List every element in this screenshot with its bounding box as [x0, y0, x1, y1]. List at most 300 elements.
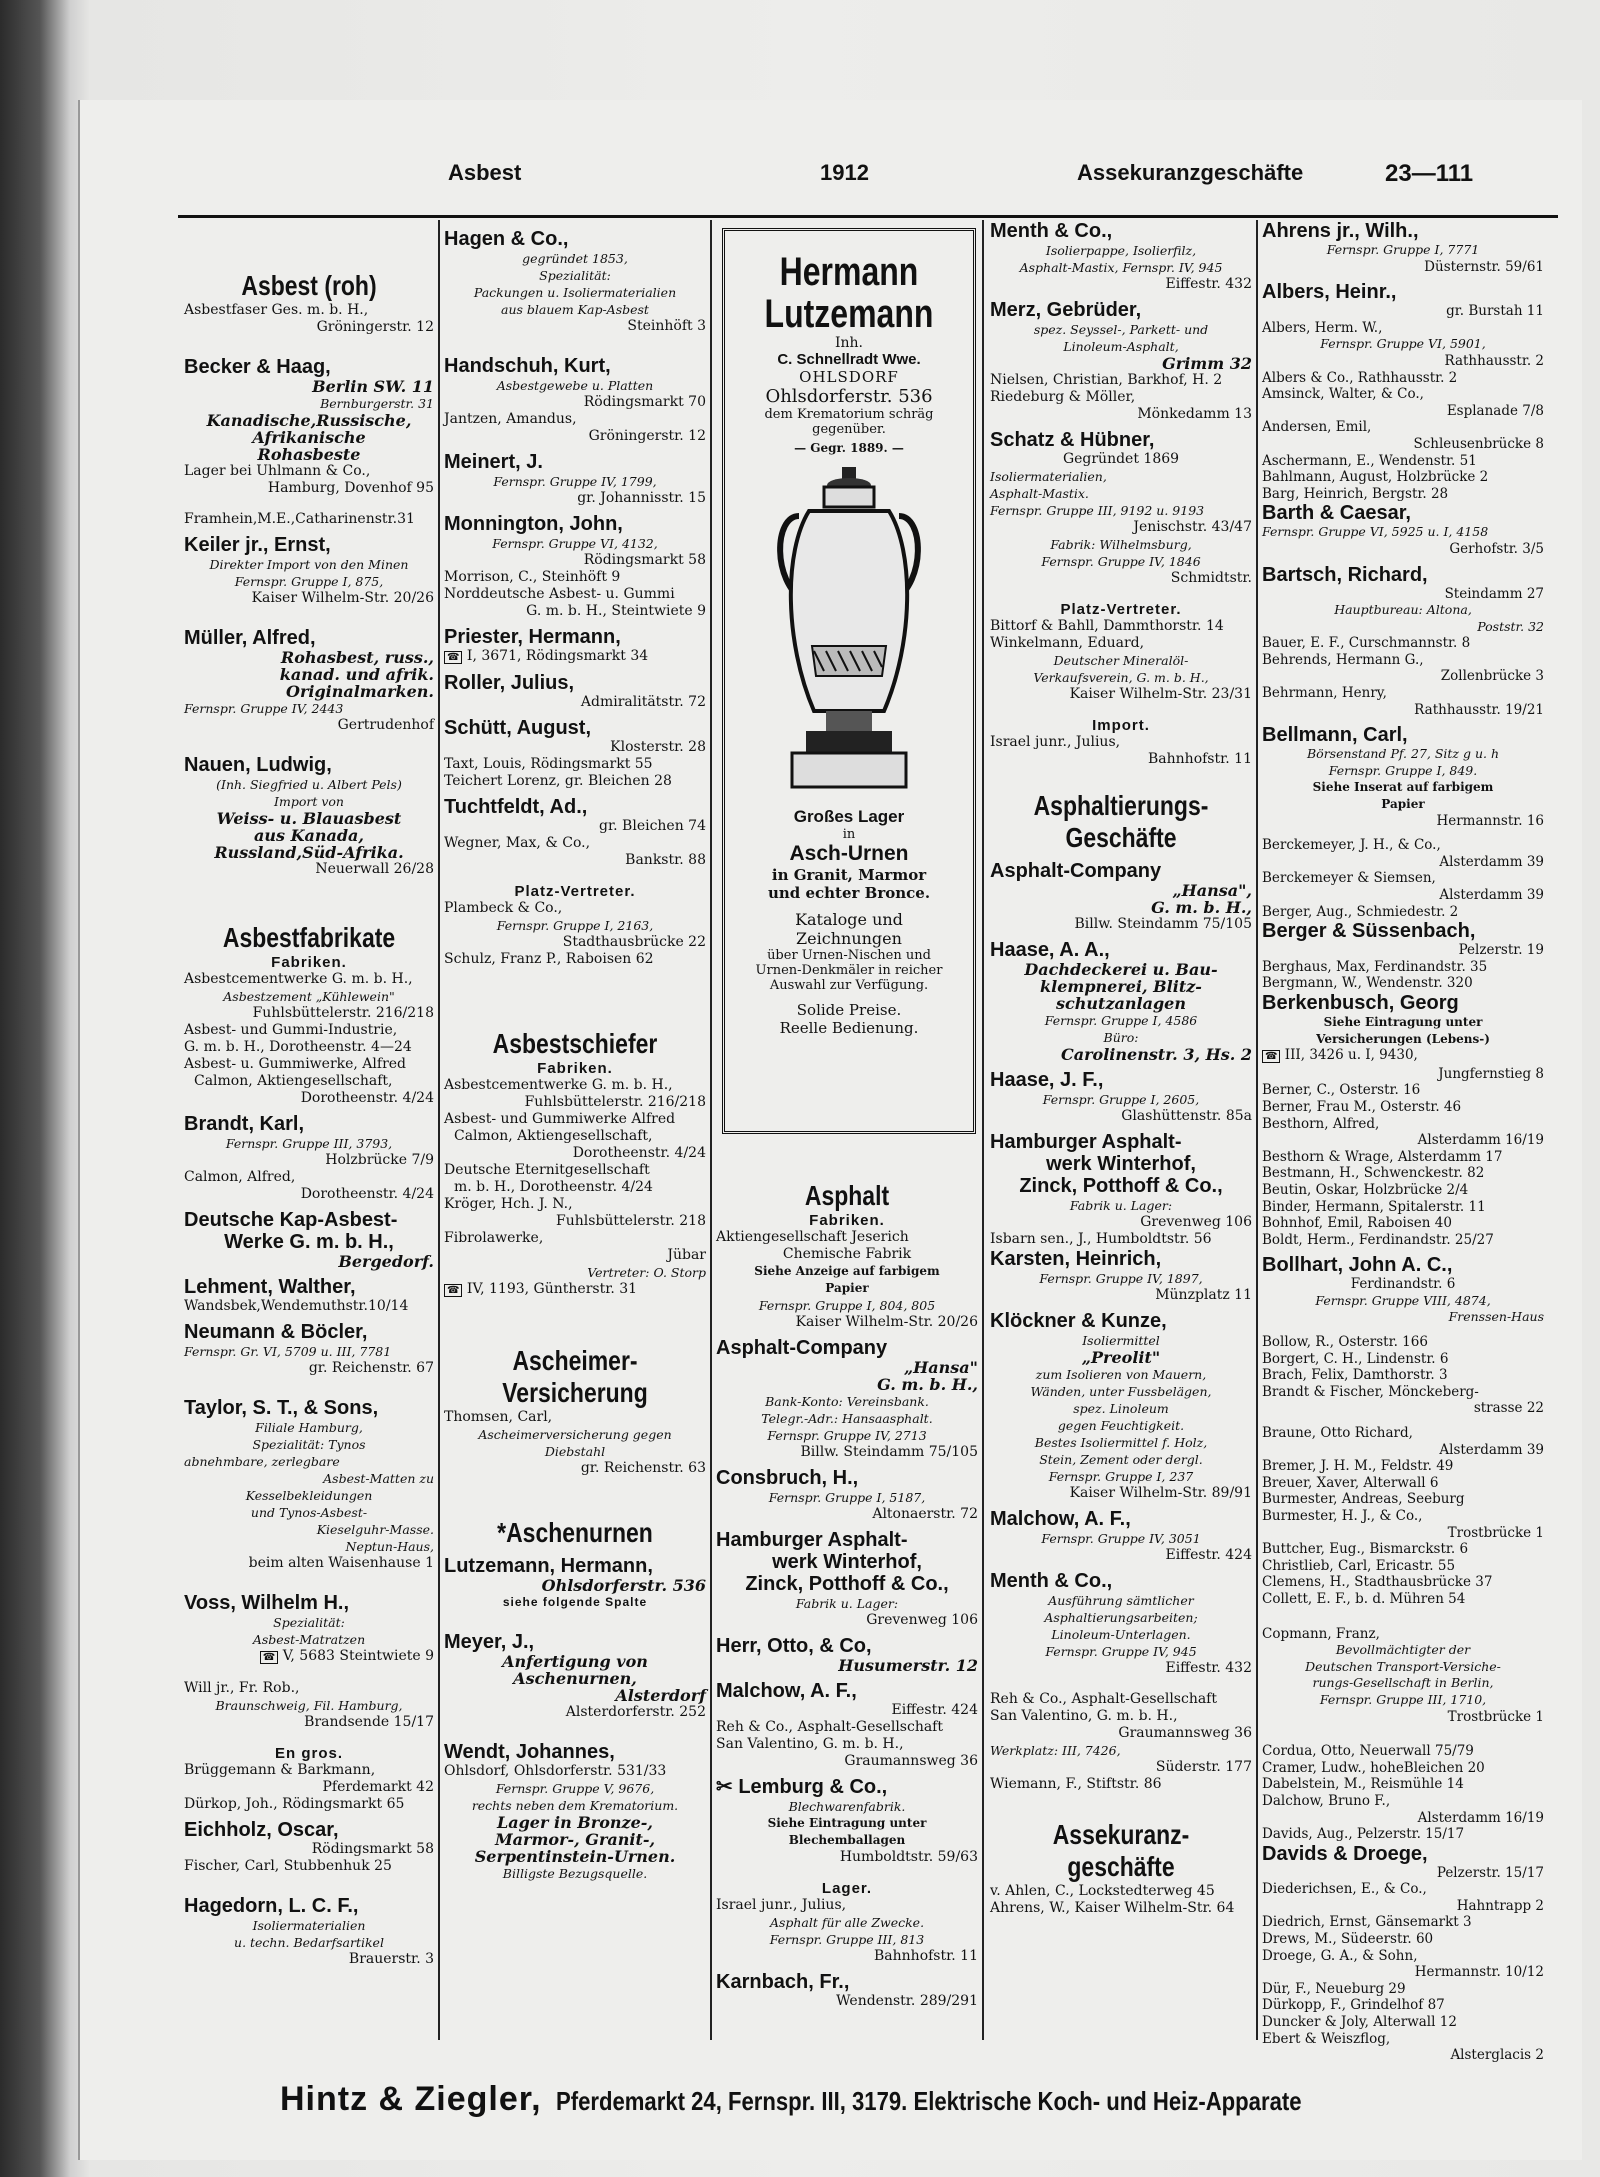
entry-line: Gegründet 1869 [1062, 451, 1180, 467]
entry-line: Blechemballagen [788, 1833, 906, 1847]
entry-line: Grimm 32 [1162, 354, 1252, 373]
entry-line: Holzbrücke 7/9 [325, 1152, 434, 1168]
entry-line: Fernspr. Gruppe V, 9676, [495, 1781, 655, 1796]
entry-line: gr. Johannisstr. 15 [577, 490, 706, 506]
entry-line: Rohasbest, russ., [280, 648, 434, 667]
entry-line: Fernspr. Gruppe IV, 3051 [1041, 1531, 1201, 1546]
entry-line: Billw. Steindamm 75/105 [800, 1444, 978, 1460]
ad-line: C. Schnellradt Wwe. [777, 351, 921, 368]
entry-line: Jungfernstieg 8 [1438, 1065, 1544, 1082]
entry-line: Bevollmächtigter der [1335, 1642, 1471, 1658]
entry-line: Teichert Lorenz, gr. Bleichen 28 [444, 773, 672, 789]
entry-line: Eiffestr. 432 [1165, 276, 1252, 292]
entry-name: Müller, Alfred, [184, 627, 316, 649]
entry-line: Davids, Aug., Pelzerstr. 15/17 [1262, 1826, 1465, 1843]
entry-line: Kaiser Wilhelm-Str. 20/26 [795, 1314, 978, 1330]
entry-line: Verkaufsverein, G. m. b. H., [1033, 670, 1209, 685]
entry-line: Dürkop, Joh., Rödingsmarkt 65 [184, 1796, 405, 1812]
entry-line: Wendenstr. 289/291 [836, 1993, 978, 2009]
entry-name: Handschuh, Kurt, [444, 355, 611, 377]
entry-line: Diebstahl [544, 1444, 606, 1459]
entry-line: Burmester, Andreas, Seeburg [1262, 1491, 1465, 1508]
header-year: 1912 [820, 160, 869, 185]
header-right: Assekuranzgeschäfte [1077, 160, 1304, 185]
entry-line: Gerhofstr. 3/5 [1449, 540, 1544, 557]
entry-name: Bollhart, John A. C., [1262, 1254, 1453, 1277]
section-heading: Asphaltierungs- Geschäfte [1033, 790, 1209, 853]
entry-line: kanad. und afrik. [279, 665, 434, 684]
entry-line: Steindamm 27 [1444, 585, 1544, 602]
entry-line: Fernspr. Gruppe IV, 945 [1045, 1644, 1197, 1659]
entry-line: Andersen, Emil, [1262, 419, 1372, 436]
entry-line: Pferdemarkt 42 [322, 1779, 434, 1795]
entry-line: Christlieb, Carl, Ericastr. 55 [1262, 1557, 1456, 1574]
ad-line: in [842, 827, 856, 842]
entry-line: Kaiser Wilhelm-Str. 23/31 [1069, 686, 1252, 702]
entry-line: Dorotheenstr. 4/24 [572, 1145, 706, 1161]
header-rule [178, 215, 1558, 218]
entry-line-text: V, 5683 Steintwiete 9 [282, 1648, 434, 1664]
entry-line: Fernspr. Gruppe III, 813 [769, 1932, 925, 1947]
entry-line: Fernspr. Gruppe I, 5187, [768, 1490, 926, 1505]
entry-line: Rödingsmarkt 70 [583, 394, 706, 410]
entry-name: Werke G. m. b. H., [224, 1231, 394, 1253]
entry-name: Meyer, J., [444, 1631, 535, 1653]
entry-line: Bahlmann, August, Holzbrücke 2 [1262, 469, 1489, 486]
entry-line: Thomsen, Carl, [444, 1409, 553, 1425]
entry-line: Siehe Eintragung unter [1323, 1014, 1483, 1029]
entry-line: Ascheimerversicherung gegen [478, 1427, 672, 1442]
entry-line: Winkelmann, Eduard, [990, 635, 1145, 651]
entry-name: Karnbach, Fr., [716, 1971, 850, 1993]
entry-line: Besthorn, Alfred, [1262, 1115, 1380, 1132]
entry-line: Riedeburg & Möller, [990, 389, 1136, 405]
entry-line: Alsterdamm 16/19 [1417, 1132, 1544, 1149]
section-heading: Assekuranz- geschäfte [1052, 1819, 1190, 1882]
ad-line: Reelle Bedienung. [779, 1019, 919, 1037]
entry-line: Direkter Import von den Minen [209, 557, 409, 572]
entry-line: Schleusenbrücke 8 [1413, 435, 1544, 452]
entry-line: Albers, Herm. W., [1262, 319, 1383, 336]
entry-line: Framhein,M.E.,Catharinenstr.31 [184, 511, 415, 527]
ad-line: OHLSDORF [799, 368, 899, 386]
entry-line: m. b. H., Dorotheenstr. 4/24 [454, 1179, 653, 1195]
entry-name: Bellmann, Carl, [1262, 724, 1408, 747]
entry-line: Alsterdamm 16/19 [1417, 1809, 1544, 1826]
entry-line: Gröningerstr. 12 [588, 428, 706, 444]
entry-line: Bestes Isoliermittel f. Holz, [1034, 1435, 1208, 1450]
ad-line: Zeichnungen [796, 929, 902, 948]
entry-line: Fernspr. Gruppe IV, 2443 [184, 701, 344, 716]
entry-name: Bartsch, Richard, [1262, 563, 1428, 586]
entry-line: Dabelstein, M., Reismühle 14 [1262, 1776, 1464, 1793]
entry-line: spez. Linoleum [1073, 1401, 1169, 1416]
footer-text: Pferdemarkt 24, Fernspr. III, 3179. Elektrische Koch- und Heiz-Apparate [556, 2086, 1302, 2116]
entry-line: Carolinenstr. 3, Hs. 2 [1061, 1045, 1252, 1064]
entry-line: Brandsende 15/17 [304, 1714, 434, 1730]
entry-name: Malchow, A. F., [716, 1680, 857, 1702]
entry-name: Malchow, A. F., [990, 1508, 1131, 1530]
ad-line: Urnen-Denkmäler in reicher [755, 963, 943, 978]
entry-name: Hagen & Co., [444, 228, 569, 250]
telephone-icon: ☎ [260, 1651, 278, 1664]
entry-line: San Valentino, G. m. b. H., [990, 1708, 1178, 1724]
entry-line-text: IV, 1193, Güntherstr. 31 [466, 1281, 638, 1297]
entry-line: Brach, Felix, Damthorstr. 3 [1262, 1367, 1448, 1384]
entry-line: Asphalt-Mastix. [990, 486, 1089, 501]
ad-line: Asch-Urnen [789, 842, 909, 865]
entry-line: Amsinck, Walter, & Co., [1262, 386, 1424, 403]
entry-line: Versicherungen (Lebens-) [1316, 1031, 1490, 1046]
entry-line: Rohasbeste [257, 445, 361, 464]
entry-name: Karsten, Heinrich, [990, 1248, 1162, 1270]
entry-line: Papier [1381, 797, 1425, 812]
entry-line: Münzplatz 11 [1155, 1287, 1252, 1303]
entry-line: schutzanlagen [1056, 994, 1186, 1013]
entry-name: Hamburger Asphalt- [990, 1131, 1182, 1153]
entry-line: Rödingsmarkt 58 [311, 1841, 434, 1857]
column-4 [990, 220, 1252, 2040]
entry-line: Plambeck & Co., [444, 900, 563, 916]
entry-line: Alsterdorferstr. 252 [565, 1704, 706, 1720]
entry-line: Jantzen, Amandus, [444, 411, 577, 427]
entry-line: Asbest-Matratzen [252, 1632, 366, 1647]
entry-line: Import von [274, 794, 344, 809]
entry-line: Fernspr. Gruppe IV, 1897, [1039, 1271, 1203, 1286]
entry-line: Dür, F., Neueburg 29 [1262, 1980, 1406, 1997]
entry-line: Calmon, Aktiengesellschaft, [454, 1128, 653, 1144]
ad-line: Ohlsdorferstr. 536 [765, 386, 933, 407]
entry-line: Packungen u. Isoliermaterialien [473, 285, 677, 300]
entry-line: Bahnhofstr. 11 [1148, 751, 1252, 767]
column-divider [982, 220, 984, 2040]
ad-line: Inh. [834, 335, 863, 351]
entry-line: Kaiser Wilhelm-Str. 20/26 [251, 590, 434, 606]
entry-line: Boldt, Herm., Ferdinandstr. 25/27 [1262, 1231, 1494, 1248]
entry-line: Alsterdamm 39 [1439, 853, 1544, 870]
entry-line: Kesselbekleidungen [245, 1488, 373, 1503]
entry-line: Linoleum-Asphalt, [1063, 339, 1179, 354]
entry-line: Asphaltierungsarbeiten; [1044, 1610, 1198, 1625]
entry-line: Grevenweg 106 [866, 1612, 978, 1628]
entry-line: Asbest-Matten zu [323, 1471, 434, 1486]
entry-line: Stadthausbrücke 22 [562, 934, 706, 950]
entry-line: G. m. b. H., Steintwiete 9 [526, 603, 706, 619]
subheading: Platz-Vertreter. [1060, 601, 1182, 618]
entry-line: gr. Bleichen 74 [599, 818, 706, 834]
entry-line: Morrison, C., Steinhöft 9 [444, 569, 621, 585]
ad-name-last: Lutzemann [764, 292, 934, 336]
entry-line: Billigste Bezugsquelle. [502, 1866, 648, 1881]
entry-line: Fabrik u. Lager: [795, 1596, 899, 1611]
entry-line: Mönkedamm 13 [1137, 406, 1252, 422]
ad-line: über Urnen-Nischen und [767, 948, 931, 963]
entry-line: Fernspr. Gruppe I, 875, [234, 574, 384, 589]
entry-line: Jenischstr. 43/47 [1133, 519, 1252, 535]
entry-line: Hamburg, Dovenhof 95 [267, 480, 434, 496]
entry-line: Burmester, H. J., & Co., [1262, 1508, 1423, 1524]
section-heading: Asbestschiefer [492, 1028, 658, 1059]
entry-line: Asbestcementwerke G. m. b. H., [184, 971, 413, 987]
entry-line: Alsterdamm 39 [1439, 1441, 1544, 1458]
column-1 [184, 220, 434, 2040]
entry-line: Wänden, unter Fussbelägen, [1030, 1384, 1212, 1399]
entry-line: Dorotheenstr. 4/24 [300, 1186, 434, 1202]
entry-line: Billw. Steindamm 75/105 [1074, 916, 1252, 932]
entry-line: Dalchow, Bruno F., [1262, 1792, 1391, 1809]
entry-line: Isoliermaterialien, [990, 469, 1107, 484]
entry-name: Berkenbusch, Georg [1262, 991, 1459, 1014]
entry-line: Chemische Fabrik [782, 1246, 912, 1262]
entry-line: abnehmbare, zerlegbare [184, 1454, 340, 1469]
entry-line: Siehe Eintragung unter [767, 1816, 927, 1830]
entry-name: Haase, A. A., [990, 939, 1110, 961]
entry-line: Kröger, Hch. J. N., [444, 1196, 573, 1212]
entry-name: Menth & Co., [990, 220, 1113, 242]
entry-line: Trostbrücke 1 [1447, 1524, 1544, 1541]
column-divider [438, 220, 440, 2040]
entry-name: Haase, J. F., [990, 1069, 1104, 1091]
entry-line: Kanadische,Russische, [206, 411, 412, 430]
entry-line: Grevenweg 106 [1140, 1214, 1252, 1230]
entry-line: Drews, M., Südeerstr. 60 [1262, 1931, 1434, 1948]
entry-line: Aschenurnen, [513, 1669, 637, 1688]
urn-illustration [764, 461, 934, 801]
ad-line: — Gegr. 1889. — [794, 441, 904, 455]
entry-line: Aschermann, E., Wendenstr. 51 [1262, 452, 1477, 469]
entry-line: „Preolit" [1081, 1348, 1161, 1367]
entry-line: Fernspr. Gruppe I, 237 [1048, 1469, 1194, 1484]
entry-line: Berckemeyer & Siemsen, [1262, 870, 1436, 887]
entry-name: Merz, Gebrüder, [990, 299, 1142, 321]
entry-name: Schütt, August, [444, 717, 592, 739]
entry-line: Brauerstr. 3 [348, 1951, 434, 1967]
entry-name: werk Winterhof, [1046, 1153, 1196, 1175]
entry-line: Fischer, Carl, Stubbenhuk 25 [184, 1858, 392, 1874]
entry-line: Düsternstr. 59/61 [1424, 258, 1544, 275]
section-heading: Ascheimer- Versicherung [502, 1345, 648, 1408]
entry-line: Bergmann, W., Wendenstr. 320 [1262, 975, 1473, 992]
entry-line: Fernspr. Gruppe III, 9192 u. 9193 [990, 503, 1205, 518]
ad-line: Kataloge und [795, 910, 903, 929]
entry-line: Deutsche Eternitgesellschaft [444, 1162, 650, 1178]
entry-name: Roller, Julius, [444, 672, 575, 694]
entry-name: Davids & Droege, [1262, 1842, 1428, 1865]
entry-line: Diedrich, Ernst, Gänsemarkt 3 [1262, 1914, 1472, 1931]
entry-line: Berner, Frau M., Osterstr. 46 [1262, 1098, 1462, 1115]
entry-line: Deutscher Mineralöl- [1053, 653, 1189, 668]
entry-line: Poststr. 32 [1477, 618, 1544, 634]
entry-line: Eiffestr. 424 [1165, 1547, 1252, 1563]
ad-line: und echter Bronce. [767, 884, 931, 902]
entry-line: Bahnhofstr. 11 [874, 1948, 978, 1964]
entry-name: Lehment, Walther, [184, 1276, 356, 1298]
entry-line: rungs-Gesellschaft in Berlin, [1312, 1675, 1494, 1691]
entry-line: Behrmann, Henry, [1262, 685, 1387, 702]
entry-line: rechts neben dem Krematorium. [471, 1798, 679, 1813]
entry-line: Braunschweig, Fil. Hamburg, [215, 1698, 403, 1713]
entry-line: Spezialität: [273, 1615, 345, 1630]
entry-line: Clemens, H., Stadthausbrücke 37 [1262, 1574, 1493, 1591]
section-heading: *Aschenurnen [497, 1517, 653, 1548]
entry-line: und Tynos-Asbest- [250, 1505, 368, 1520]
entry-line: Büro: [1103, 1030, 1139, 1045]
column-divider [710, 220, 712, 2040]
entry-name: werk Winterhof, [772, 1551, 922, 1573]
entry-line: Fernspr. Gr. VI, 5709 u. III, 7781 [184, 1344, 392, 1359]
subheading: Fabriken. [537, 1060, 613, 1077]
entry-name: Nauen, Ludwig, [184, 754, 332, 776]
entry-line: Fibrolawerke, [444, 1230, 544, 1246]
entry-name: Consbruch, H., [716, 1467, 859, 1489]
entry-line: Borgert, C. H., Lindenstr. 6 [1262, 1350, 1449, 1367]
column-5 [1262, 220, 1544, 2064]
entry-line: Vertreter: O. Storp [587, 1265, 706, 1280]
entry-name: Klöckner & Kunze, [990, 1310, 1167, 1332]
entry-line [444, 1281, 706, 1299]
entry-line: „Hansa", [1172, 881, 1252, 900]
entry-line: Rathhausstr. 2 [1444, 352, 1544, 369]
entry-line: Israel junr., Julius, [990, 734, 1121, 750]
entry-line: Spezialität: [539, 268, 611, 283]
entry-name: Deutsche Kap-Asbest- [184, 1209, 398, 1231]
entry-line: Pelzerstr. 15/17 [1436, 1864, 1544, 1881]
entry-line: zum Isolieren von Mauern, [1035, 1367, 1207, 1382]
entry-line: Hauptbureau: Altona, [1334, 602, 1472, 618]
entry-line: Anfertigung von [502, 1652, 648, 1671]
entry-line: Albers & Co., Rathhausstr. 2 [1262, 369, 1458, 386]
entry-line: Blechwarenfabrik. [788, 1799, 906, 1814]
entry-line: aus blauem Kap-Asbest [501, 302, 649, 317]
ad-name-first: Hermann [779, 250, 919, 294]
entry-line [444, 648, 706, 666]
entry-line: Fuhlsbüttelerstr. 218 [556, 1213, 706, 1229]
entry-line: Fernspr. Gruppe I, 7771 [1326, 242, 1480, 257]
entry-line: Duncker & Joly, Alterwall 12 [1262, 2014, 1457, 2031]
entry-line: Admiralitätstr. 72 [580, 694, 706, 710]
entry-line: G. m. b. H., [1151, 898, 1252, 917]
entry-line: Aktiengesellschaft Jeserich [716, 1229, 909, 1245]
entry-line: Bergedorf. [338, 1252, 434, 1271]
entry-line: Asbestfaser Ges. m. b. H., [184, 302, 369, 318]
entry-line: strasse 22 [1473, 1400, 1544, 1417]
entry-line: Cramer, Ludw., hoheBleichen 20 [1262, 1759, 1485, 1776]
entry-line: gegründet 1853, [522, 251, 628, 266]
entry-line: Bank-Konto: Vereinsbank. [765, 1394, 929, 1409]
entry-line: Kieselguhr-Masse. [316, 1522, 434, 1537]
entry-name: Barth & Caesar, [1262, 502, 1411, 525]
entry-line: Spezialität: Tynos [252, 1437, 366, 1452]
entry-line: Pelzerstr. 19 [1458, 942, 1544, 959]
entry-line: Berner, C., Osterstr. 16 [1262, 1082, 1421, 1099]
entry-line: Fernspr. Gruppe I, 2163, [496, 918, 654, 933]
entry-line: Isoliermaterialien [252, 1918, 366, 1933]
entry-line: Eiffestr. 424 [891, 1702, 978, 1718]
entry-line: Wegner, Max, & Co., [444, 835, 591, 851]
entry-line: gr. Reichenstr. 67 [308, 1360, 434, 1376]
brand-mark-icon: ✂ [716, 1776, 739, 1798]
entry-line: Schmidtstr. [1170, 570, 1252, 586]
entry-name: Lutzemann, Hermann, [444, 1555, 653, 1577]
entry-line: v. Ahlen, C., Lockstedterweg 45 [990, 1883, 1215, 1899]
lutzemann-advertisement [722, 228, 976, 1134]
entry-line: Originalmarken. [286, 682, 434, 701]
entry-line: Deutschen Transport-Versiche- [1305, 1658, 1501, 1674]
section-heading: Asbest (roh) [241, 270, 377, 301]
entry-line: Asphalt-Mastix, Fernspr. IV, 945 [1019, 260, 1223, 275]
entry-line: Brandt & Fischer, Mönckeberg- [1262, 1383, 1479, 1400]
entry-line [1262, 1047, 1544, 1066]
entry-line: u. techn. Bedarfsartikel [234, 1935, 384, 1950]
entry-line: Droege, G. A., & Sohn, [1262, 1947, 1418, 1964]
entry-line: Weiss- u. Blauasbest [216, 809, 402, 828]
entry-line: Husumerstr. 12 [838, 1656, 978, 1675]
entry-line: Ferdinandstr. 6 [1350, 1276, 1456, 1293]
subheading: Fabriken. [271, 954, 347, 971]
entry-name: Zinck, Potthoff & Co., [745, 1573, 949, 1595]
entry-line: Bauer, E. F., Curschmannstr. 8 [1262, 635, 1471, 652]
entry-line: Ebert & Weiszflog, [1262, 2030, 1391, 2047]
entry-line: Fernspr. Gruppe III, 1710, [1319, 1691, 1487, 1707]
entry-line: Berlin SW. 11 [312, 377, 434, 396]
entry-name: Brandt, Karl, [184, 1113, 305, 1135]
entry-line: Bohnhof, Emil, Raboisen 40 [1262, 1215, 1452, 1232]
entry-line: Wiemann, F., Stiftstr. 86 [990, 1776, 1162, 1792]
ad-line: Auswahl zur Verfügung. [769, 978, 929, 993]
entry-line: Fernspr. Gruppe I, 2605, [1042, 1092, 1200, 1107]
entry-line: Calmon, Alfred, [184, 1169, 296, 1185]
column-3 [716, 1150, 978, 2040]
entry-name: Tuchtfeldt, Ad., [444, 796, 588, 818]
entry-line: „Hansa" [903, 1358, 978, 1377]
entry-line: Ohlsdorferstr. 536 [541, 1576, 706, 1595]
subheading: En gros. [274, 1745, 343, 1762]
entry-line: Fernspr. Gruppe IV, 1846 [1041, 554, 1201, 569]
subheading: Import. [1092, 717, 1150, 734]
entry-line: Ahrens, W., Kaiser Wilhelm-Str. 64 [990, 1900, 1235, 1916]
telephone-icon: ☎ [444, 651, 462, 664]
entry-name-text: Lemburg & Co., [738, 1776, 888, 1798]
entry-line: Binder, Hermann, Spitalerstr. 11 [1262, 1198, 1486, 1215]
entry-line: Marmor-, Granit-, [494, 1830, 656, 1849]
entry-line: Neptun-Haus, [345, 1539, 434, 1554]
entry-line: Berckemeyer, J. H., & Co., [1262, 837, 1441, 854]
entry-line: Eiffestr. 432 [1165, 1660, 1252, 1676]
entry-name: Hamburger Asphalt- [716, 1529, 908, 1551]
entry-line: Jübar [667, 1247, 706, 1263]
entry-line: Bremer, J. H. M., Feldstr. 49 [1262, 1458, 1454, 1475]
entry-line: Graumannsweg 36 [1118, 1725, 1252, 1741]
entry-line: Besthorn & Wrage, Alsterdamm 17 [1262, 1148, 1503, 1165]
entry-line: Asbestzement „Kühlewein" [223, 989, 395, 1004]
entry-line-text: I, 3671, Rödingsmarkt 34 [466, 648, 649, 664]
entry-line: Alsterdamm 39 [1439, 887, 1544, 903]
entry-line: Hahntrapp 2 [1456, 1897, 1544, 1914]
entry-line: Afrikanische [252, 428, 366, 447]
entry-line: Reh & Co., Asphalt-Gesellschaft [716, 1719, 943, 1735]
entry-line: Norddeutsche Asbest- u. Gummi [444, 586, 675, 602]
entry-line: Asphalt für alle Zwecke. [769, 1915, 925, 1930]
entry-line: Klosterstr. 28 [610, 739, 706, 755]
entry-line: Fernspr. Gruppe IV, 2713 [767, 1428, 927, 1443]
section-heading: Asphalt [804, 1180, 890, 1211]
section-heading: Asbestfabrikate [222, 922, 396, 953]
entry-line: Frenssen-Haus [1448, 1309, 1544, 1325]
entry-line: Ausführung sämtlicher [1048, 1593, 1194, 1608]
entry-line: Bittorf & Bahll, Dammthorstr. 14 [990, 618, 1224, 634]
telephone-icon: ☎ [1262, 1050, 1280, 1063]
entry-line: Braune, Otto Richard, [1262, 1425, 1413, 1442]
